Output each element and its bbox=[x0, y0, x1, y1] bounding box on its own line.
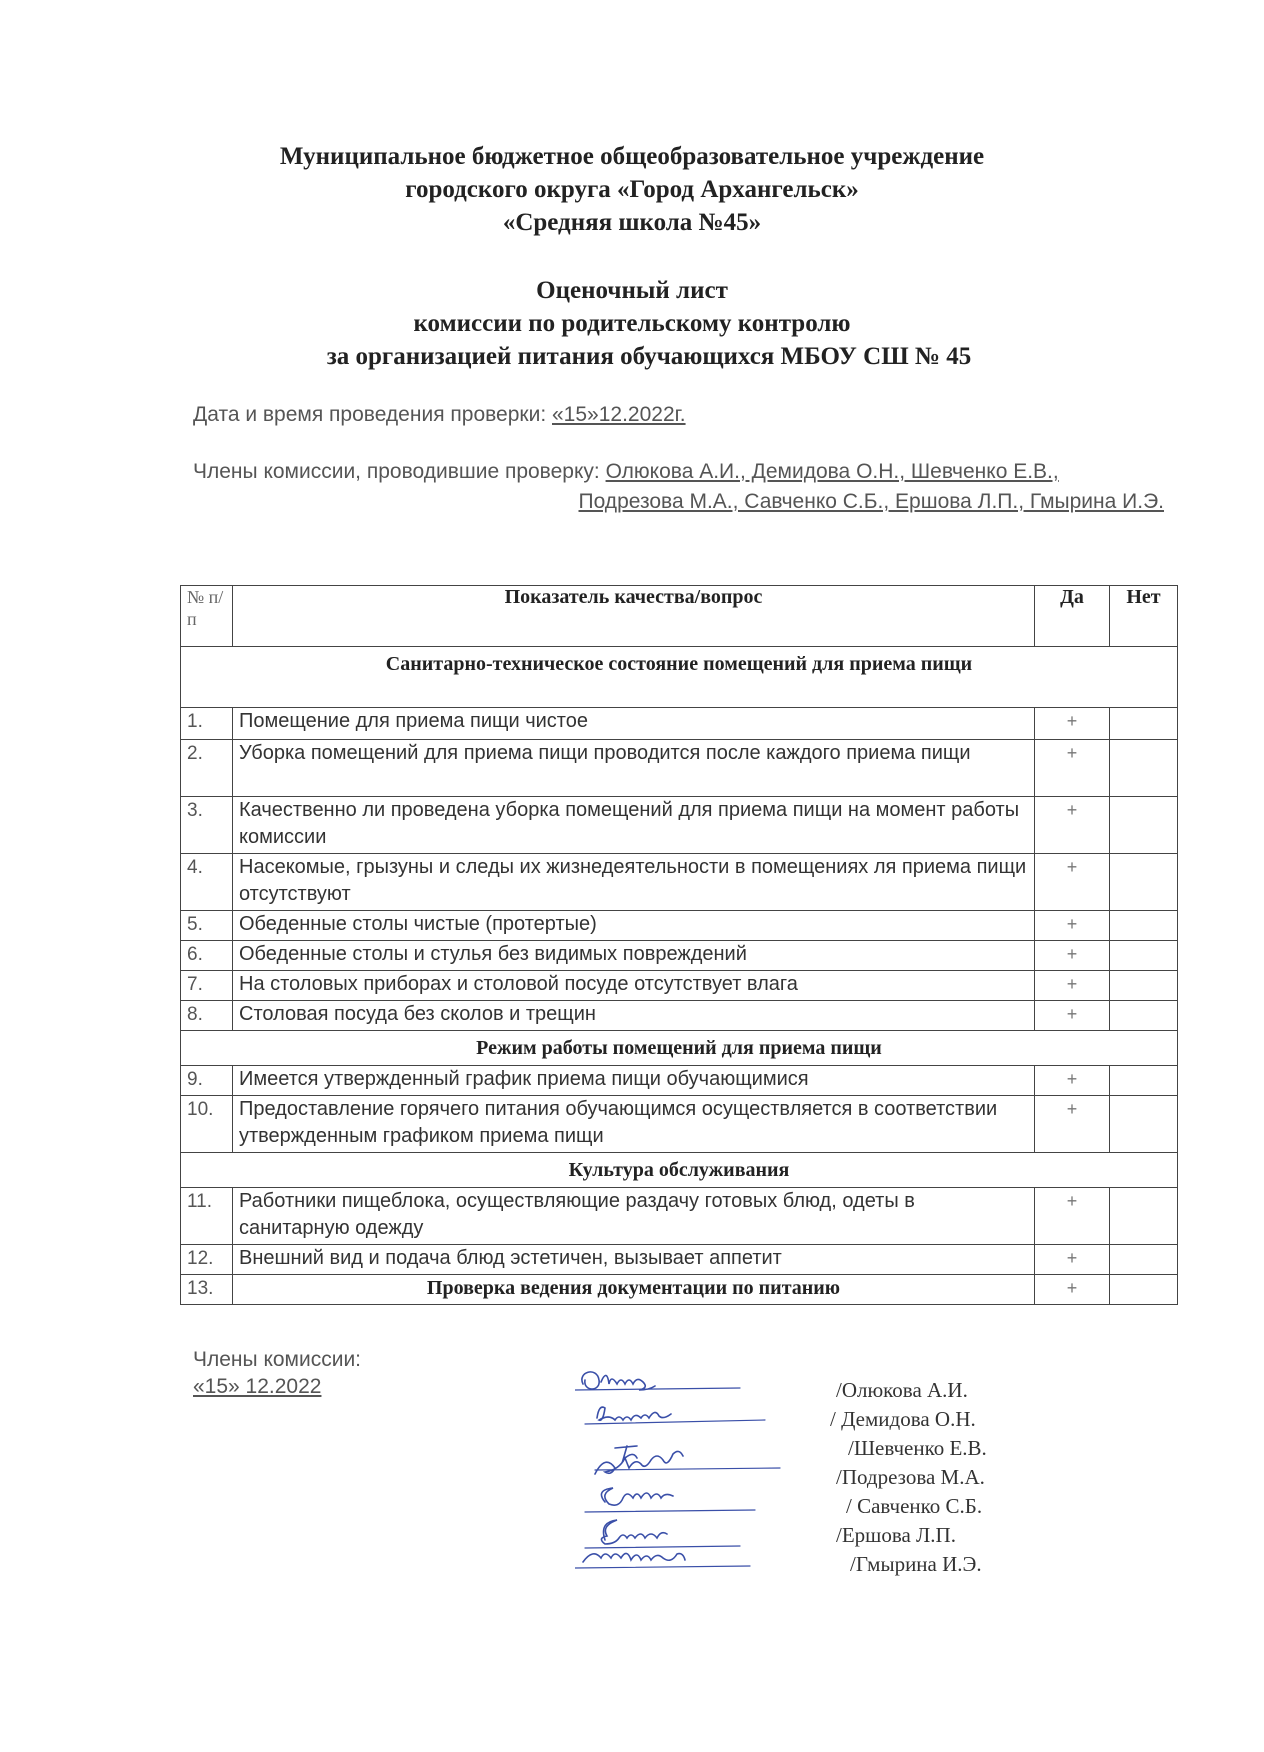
row-number: 12. bbox=[181, 1245, 233, 1275]
row-question: Обеденные столы и стулья без видимых повреждений bbox=[233, 941, 1035, 971]
row-number: 4. bbox=[181, 854, 233, 911]
section-title: Культура обслуживания bbox=[181, 1153, 1178, 1188]
row-yes-mark: + bbox=[1035, 941, 1110, 971]
row-number: 1. bbox=[181, 708, 233, 740]
header-line-2: городского округа «Город Архангельск» bbox=[405, 176, 859, 203]
row-no-mark bbox=[1110, 911, 1178, 941]
document-title bbox=[0, 274, 1264, 373]
signatures-label: Члены комиссии: bbox=[193, 1348, 362, 1371]
table-row bbox=[181, 1066, 1178, 1096]
row-number: 13. bbox=[181, 1275, 233, 1305]
row-no-mark bbox=[1110, 941, 1178, 971]
column-header-question: Показатель качества/вопрос bbox=[233, 586, 1035, 647]
member-name: /Олюкова А.И. bbox=[836, 1378, 968, 1402]
row-number: 9. bbox=[181, 1066, 233, 1096]
row-no-mark bbox=[1110, 1245, 1178, 1275]
member-name: / Демидова О.Н. bbox=[830, 1407, 976, 1431]
table-row bbox=[181, 708, 1178, 740]
table-row bbox=[181, 1275, 1178, 1305]
section-row bbox=[181, 1153, 1178, 1188]
row-question: Обеденные столы чистые (протертые) bbox=[233, 911, 1035, 941]
row-no-mark bbox=[1110, 854, 1178, 911]
table-row bbox=[181, 1245, 1178, 1275]
row-no-mark bbox=[1110, 1188, 1178, 1245]
row-question: Насекомые, грызуны и следы их жизнедеятельности в помещениях ля приема пищи отсутствуют bbox=[233, 854, 1035, 911]
row-number: 3. bbox=[181, 797, 233, 854]
row-no-mark bbox=[1110, 1275, 1178, 1305]
table-row bbox=[181, 941, 1178, 971]
member-name: /Гмырина И.Э. bbox=[850, 1552, 982, 1576]
row-yes-mark: + bbox=[1035, 971, 1110, 1001]
member-name: /Ершова Л.П. bbox=[836, 1523, 956, 1547]
row-no-mark bbox=[1110, 1001, 1178, 1031]
member-name: / Савченко С.Б. bbox=[846, 1494, 983, 1518]
row-no-mark bbox=[1110, 797, 1178, 854]
title-line-1: Оценочный лист bbox=[536, 277, 728, 304]
row-question: Предоставление горячего питания обучающимся осуществляется в соответствии утвержденным графиком приема пищи bbox=[233, 1096, 1035, 1153]
row-number: 8. bbox=[181, 1001, 233, 1031]
section-row bbox=[181, 1031, 1178, 1066]
row-question: Проверка ведения документации по питанию bbox=[233, 1275, 1035, 1305]
row-no-mark bbox=[1110, 1066, 1178, 1096]
table-row bbox=[181, 797, 1178, 854]
row-no-mark bbox=[1110, 708, 1178, 740]
row-question: Уборка помещений для приема пищи проводится после каждого приема пищи bbox=[233, 740, 1035, 797]
section-title: Санитарно-техническое состояние помещений для приема пищи bbox=[181, 647, 1178, 708]
table-row bbox=[181, 971, 1178, 1001]
table-row bbox=[181, 1188, 1178, 1245]
header-line-1: Муниципальное бюджетное общеобразовательное учреждение bbox=[279, 143, 985, 170]
member-name: /Шевченко Е.В. bbox=[848, 1436, 987, 1460]
row-yes-mark: + bbox=[1035, 740, 1110, 797]
row-yes-mark: + bbox=[1035, 708, 1110, 740]
table-row bbox=[181, 1096, 1178, 1153]
row-question: Имеется утвержденный график приема пищи обучающимися bbox=[233, 1066, 1035, 1096]
row-question: Внешний вид и подача блюд эстетичен, вызывает аппетит bbox=[233, 1245, 1035, 1275]
row-number: 6. bbox=[181, 941, 233, 971]
row-number: 5. bbox=[181, 911, 233, 941]
row-yes-mark: + bbox=[1035, 1096, 1110, 1153]
signature-scribbles bbox=[575, 1362, 815, 1577]
commission-members-label: Члены комиссии, проводившие проверку: bbox=[193, 460, 606, 483]
title-line-2: комиссии по родительскому контролю bbox=[413, 310, 851, 337]
table-body bbox=[181, 647, 1178, 1305]
row-yes-mark: + bbox=[1035, 854, 1110, 911]
row-yes-mark: + bbox=[1035, 1001, 1110, 1031]
row-yes-mark: + bbox=[1035, 797, 1110, 854]
section-row bbox=[181, 647, 1178, 708]
member-names-list bbox=[830, 1376, 987, 1579]
table-row bbox=[181, 740, 1178, 797]
inspection-date-value: «15»12.2022г. bbox=[552, 403, 686, 426]
row-question: Качественно ли проведена уборка помещений для приема пищи на момент работы комиссии bbox=[233, 797, 1035, 854]
column-header-number: № п/п bbox=[181, 586, 233, 647]
signatures-date: «15» 12.2022 bbox=[193, 1375, 322, 1398]
inspection-date bbox=[193, 403, 686, 427]
table-row bbox=[181, 911, 1178, 941]
row-no-mark bbox=[1110, 1096, 1178, 1153]
row-no-mark bbox=[1110, 740, 1178, 797]
commission-members-line-2: Подрезова М.А., Савченко С.Б., Ершова Л.П., Гмырина И.Э. bbox=[578, 490, 1164, 513]
evaluation-table bbox=[180, 585, 1178, 1305]
row-yes-mark: + bbox=[1035, 1188, 1110, 1245]
row-number: 2. bbox=[181, 740, 233, 797]
commission-members-line-1: Олюкова А.И., Демидова О.Н., Шевченко Е.В., bbox=[605, 460, 1059, 483]
title-line-3: за организацией питания обучающихся МБОУ СШ № 45 bbox=[326, 343, 972, 370]
header-line-3: «Средняя школа №45» bbox=[502, 209, 762, 236]
row-question: Помещение для приема пищи чистое bbox=[233, 708, 1035, 740]
row-question: Работники пищеблока, осуществляющие раздачу готовых блюд, одеты в санитарную одежду bbox=[233, 1188, 1035, 1245]
row-number: 11. bbox=[181, 1188, 233, 1245]
row-yes-mark: + bbox=[1035, 1245, 1110, 1275]
row-yes-mark: + bbox=[1035, 1066, 1110, 1096]
table-row bbox=[181, 854, 1178, 911]
member-name: /Подрезова М.А. bbox=[836, 1465, 985, 1489]
column-header-yes: Да bbox=[1035, 586, 1110, 647]
row-yes-mark: + bbox=[1035, 1275, 1110, 1305]
row-yes-mark: + bbox=[1035, 911, 1110, 941]
row-question: На столовых приборах и столовой посуде отсутствует влага bbox=[233, 971, 1035, 1001]
school-header bbox=[0, 140, 1264, 239]
table-row bbox=[181, 1001, 1178, 1031]
handwritten-signatures bbox=[575, 1362, 815, 1577]
column-header-no: Нет bbox=[1110, 586, 1178, 647]
table-header-row bbox=[181, 586, 1178, 647]
row-no-mark bbox=[1110, 971, 1178, 1001]
row-number: 10. bbox=[181, 1096, 233, 1153]
section-title: Режим работы помещений для приема пищи bbox=[181, 1031, 1178, 1066]
row-question: Столовая посуда без сколов и трещин bbox=[233, 1001, 1035, 1031]
commission-members bbox=[193, 460, 1059, 484]
inspection-date-label: Дата и время проведения проверки: bbox=[193, 403, 552, 426]
row-number: 7. bbox=[181, 971, 233, 1001]
